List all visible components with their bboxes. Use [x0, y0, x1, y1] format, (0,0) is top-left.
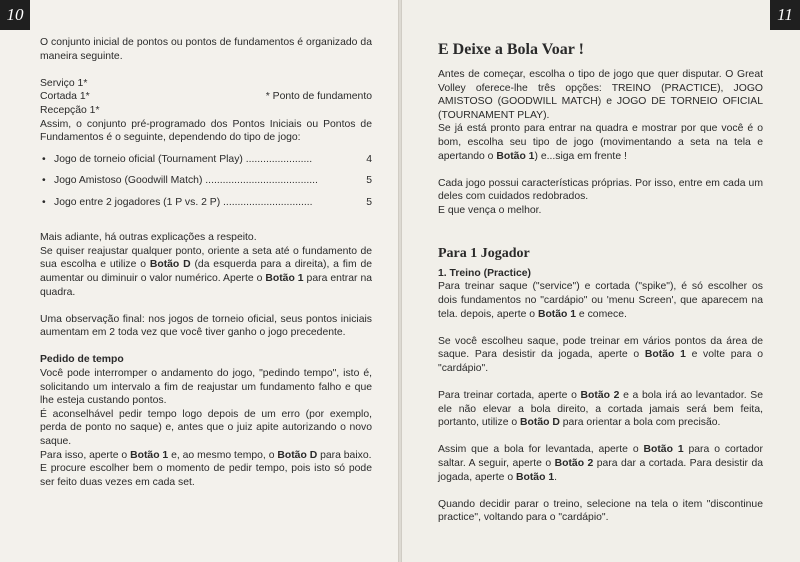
right-page	[402, 0, 800, 562]
more-explanations-line: Mais adiante, há outras explicações a respeito.	[40, 232, 257, 244]
pedido-paragraph-2: É aconselhável pedir tempo logo depois de um erro (por exemplo, perda de ponto no saque) e, antes que o juiz apite autorizando o novo saque.	[40, 408, 372, 448]
list-item-cortada: Cortada 1*	[40, 91, 90, 103]
treino-paragraph-3: Para treinar cortada, aperte o Botão 2 e a bola irá ao levantador. Se ele não elevar a bola direito, a cortada jamais será bem feita, portanto, utilize o Botão D para orientar a bola com precisão.	[438, 390, 763, 429]
treino-heading: 1. Treino (Practice)	[438, 267, 531, 279]
page-number-right: 11	[770, 0, 800, 30]
bullet-item-torneio: • Jogo de torneio oficial (Tournament Play) ....................... 4	[42, 153, 372, 165]
pedido-tempo-heading: Pedido de tempo	[40, 354, 124, 366]
treino-paragraph-5: Quando decidir parar o treino, selecione na tela o item "discontinue practice", voltando para o "cardápio".	[438, 498, 763, 524]
treino-paragraph-2: Se você escolheu saque, pode treinar em vários pontos da área de saque. Para desistir da jogada, aperte o Botão 1 e volte para o "cardápio".	[438, 335, 764, 374]
fundamento-note: * Ponto de fundamento	[265, 91, 372, 103]
bullet-item-2-jogadores: • Jogo entre 2 jogadores (1 P vs. 2 P) ............................... 5	[42, 196, 372, 208]
list-item-servico: Serviço 1*	[40, 77, 88, 89]
preset-paragraph: Assim, o conjunto pré-programado dos Pontos Iniciais ou Pontos de Fundamentos é o seguinte, dependendo do tipo de jogo:	[40, 118, 372, 144]
treino-paragraph-4: Assim que a bola for levantada, aperte o Botão 1 para o cortador saltar. A seguir, aperte o Botão 2 para dar a cortada. Para desistir da jogada, aperte o Botão 1.	[438, 444, 764, 483]
left-column	[40, 36, 372, 489]
final-note-paragraph: Uma observação final: nos jogos de torneio oficial, seus pontos iniciais aumentam em 2 toda vez que você tiver ganho o jogo precedente.	[40, 313, 372, 339]
intro-paragraph: O conjunto inicial de pontos ou pontos de fundamentos é organizado da maneira seguinte.	[40, 37, 372, 62]
caracteristicas-paragraph: Cada jogo possui características próprias. Por isso, entre em cada um deles com cuidados redobrados.	[438, 177, 763, 203]
pedido-paragraph-1: Você pode interromper o andamento do jogo, "pedindo tempo", isto é, solicitando um intervalo a fim de reajustar um fundamento falho e que lhe esteja custando pontos.	[40, 368, 372, 407]
list-row-cortada	[40, 90, 372, 104]
list-item-recepcao: Recepção 1*	[40, 104, 100, 116]
para-1-jogador-heading: Para 1 Jogador	[438, 245, 530, 261]
reajustar-paragraph: Se quiser reajustar qualquer ponto, oriente a seta até o fundamento de sua escolha e utilize o Botão D (da esquerda para a direita), a fim de aumentar ou diminuir o valor numérico. Aperte o Botão 1 para entrar na quadra.	[40, 245, 373, 298]
pedido-paragraph-3: Para isso, aperte o Botão 1 e, ao mesmo tempo, o Botão D para baixo.	[40, 449, 372, 461]
right-column	[438, 40, 763, 525]
treino-paragraph-1: Para treinar saque ("service") e cortada ("spike"), é só escolher os dois fundamentos no "cardápio" ou 'menu Screen', que aparecem na tela. depois, aperte o Botão 1 e comece.	[438, 281, 763, 320]
left-page	[0, 0, 398, 562]
bullet-item-amistoso: • Jogo Amistoso (Goodwill Match) ....................................... 5	[42, 175, 372, 187]
pedido-paragraph-4: E procure escolher bem o momento de pedir tempo, pois isto só pode ser feito duas vezes em cada set.	[40, 463, 372, 488]
page-number-left: 10	[0, 0, 30, 30]
options-paragraph: Antes de começar, escolha o tipo de jogo que quer disputar. O Great Volley oferece-lhe três opções: TREINO (PRACTICE), JOGO AMISTOSO (GOODWILL MATCH) e JOGO DE TORNEIO OFICIAL (TOURNAMENT PLAY).	[438, 69, 763, 121]
que-venca-line: E que vença o melhor.	[438, 204, 542, 216]
ready-paragraph: Se já está pronto para entrar na quadra e mostrar por que você é o bom, escolha seu tipo de jogo (movimentando a seta na tela e apertando o Botão 1) e...siga em frente !	[438, 123, 763, 162]
chapter-title: E Deixe a Bola Voar !	[438, 41, 584, 58]
